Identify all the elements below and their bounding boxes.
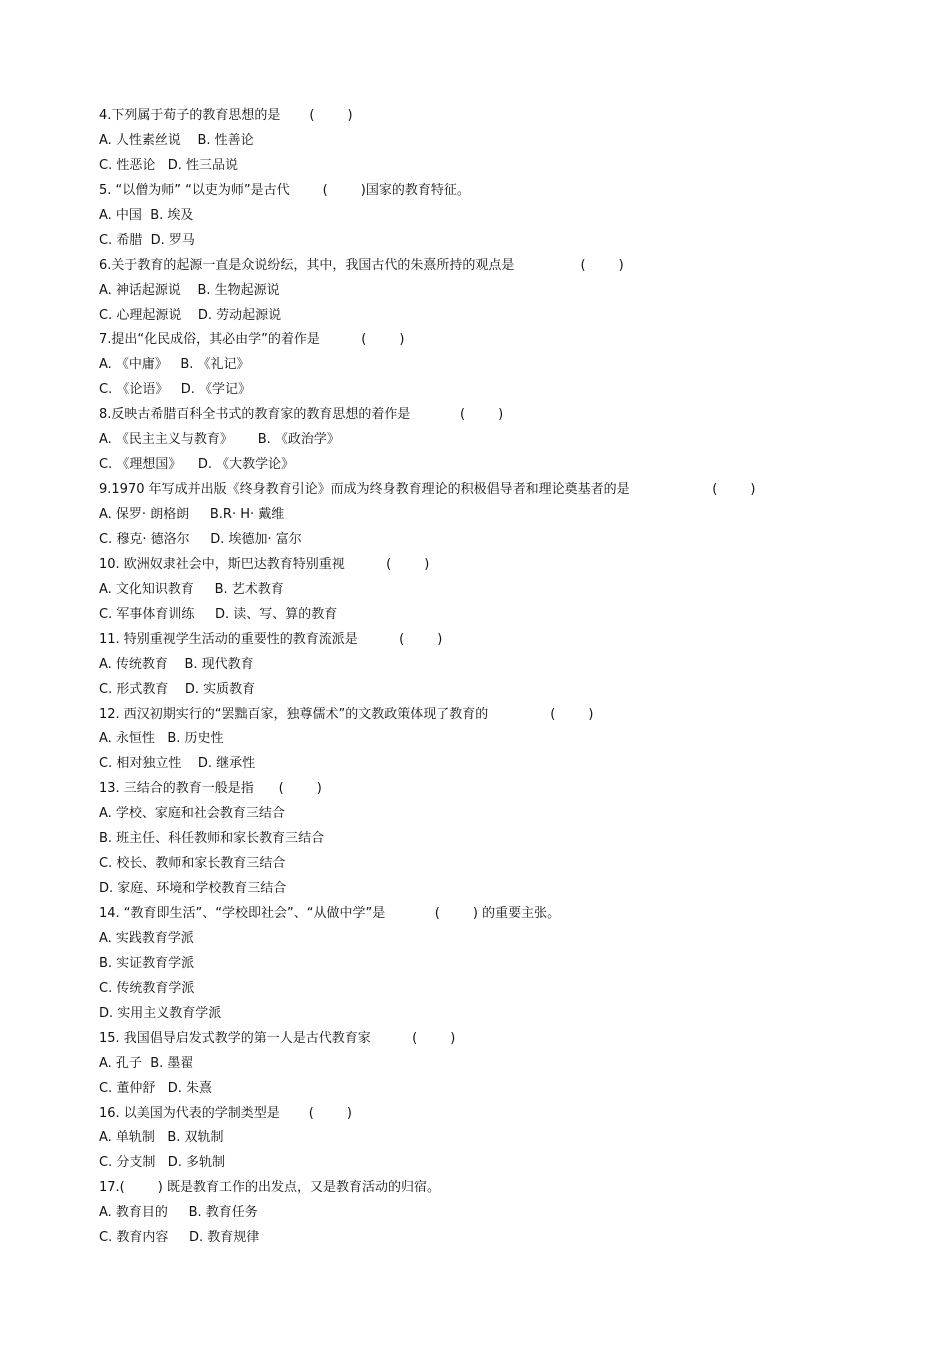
question-14-option-d: D. 实用主义教育学派 [99,1005,222,1021]
question-13-stem: 13. 三结合的教育一般是指 ( ) [99,781,322,797]
question-10-stem: 10. 欧洲奴隶社会中，斯巴达教育特别重视 ( ) [99,556,430,572]
question-8-stem: 8.反映古希腊百科全书式的教育家的教育思想的着作是 ( ) [99,407,504,423]
question-5-stem: 5. “以僧为师” “以吏为师”是古代 ( )国家的教育特征。 [99,182,470,198]
question-13-option-a: A. 学校、家庭和社会教育三结合 [99,806,285,822]
question-15-options-ab: A. 孔子 B. 墨翟 [99,1055,194,1071]
question-7-stem: 7.提出“化民成俗，其必由学”的着作是 ( ) [99,332,405,348]
question-13-option-b: B. 班主任、科任教师和家长教育三结合 [99,831,325,847]
question-11-options-ab: A. 传统教育 B. 现代教育 [99,656,254,672]
question-8-options-cd: C. 《理想国》 D. 《大教学论》 [99,457,295,473]
question-8-options-ab: A. 《民主主义与教育》 B. 《政治学》 [99,432,340,448]
question-11-options-cd: C. 形式教育 D. 实质教育 [99,681,256,697]
question-10-options-cd: C. 军事体育训练 D. 读、写、算的教育 [99,606,338,622]
question-16-stem: 16. 以美国为代表的学制类型是 ( ) [99,1105,352,1121]
question-7-options-cd: C. 《论语》 D. 《学记》 [99,382,252,398]
question-12-stem: 12. 西汉初期实行的“罢黜百家，独尊儒术”的文教政策体现了教育的 ( ) [99,706,594,722]
question-11-stem: 11. 特别重视学生活动的重要性的教育流派是 ( ) [99,631,443,647]
question-13-option-c: C. 校长、教师和家长教育三结合 [99,856,286,872]
question-10-options-ab: A. 文化知识教育 B. 艺术教育 [99,581,284,597]
question-15-options-cd: C. 董仲舒 D. 朱熹 [99,1080,213,1096]
question-16-options-cd: C. 分支制 D. 多轨制 [99,1155,226,1171]
question-5-options-cd: C. 希腊 D. 罗马 [99,232,195,248]
question-16-options-ab: A. 单轨制 B. 双轨制 [99,1130,224,1146]
question-12-options-cd: C. 相对独立性 D. 继承性 [99,756,256,772]
question-9-options-cd: C. 穆克· 德洛尔 D. 埃德加· 富尔 [99,531,302,547]
question-14-option-c: C. 传统教育学派 [99,980,195,996]
question-7-options-ab: A. 《中庸》 B. 《礼记》 [99,357,250,373]
question-4-stem: 4.下列属于荀子的教育思想的是 ( ) [99,108,353,123]
question-17-options-ab: A. 教育目的 B. 教育任务 [99,1205,258,1221]
question-17-stem: 17.( ) 既是教育工作的出发点，又是教育活动的归宿。 [99,1180,441,1196]
question-17-options-cd: C. 教育内容 D. 教育规律 [99,1230,260,1246]
question-14-stem: 14. “教育即生活”、“学校即社会”、“从做中学”是 ( ) 的重要主张。 [99,906,561,921]
question-13-option-d: D. 家庭、环境和学校教育三结合 [99,881,287,897]
question-6-options-ab: A. 神话起源说 B. 生物起源说 [99,282,280,298]
question-9-options-ab: A. 保罗· 朗格朗 B.R· H· 戴维 [99,507,285,522]
question-6-options-cd: C. 心理起源说 D. 劳动起源说 [99,307,282,323]
question-6-stem: 6.关于教育的起源一直是众说纷纭，其中，我国古代的朱熹所持的观点是 ( ) [99,257,624,273]
question-5-options-ab: A. 中国 B. 埃及 [99,207,194,223]
question-14-option-b: B. 实证教育学派 [99,955,195,971]
question-14-option-a: A. 实践教育学派 [99,930,194,946]
question-4-options-cd: C. 性恶论 D. 性三品说 [99,157,239,173]
question-12-options-ab: A. 永恒性 B. 历史性 [99,731,224,747]
question-9-stem: 9.1970 年写成并出版《终身教育引论》而成为终身教育理论的积极倡导者和理论奠基者的是 ( ) [99,482,756,498]
exam-page [99,104,919,1251]
question-4-options-ab: A. 人性素丝说 B. 性善论 [99,132,254,148]
question-15-stem: 15. 我国倡导启发式教学的第一人是古代教育家 ( ) [99,1030,456,1046]
